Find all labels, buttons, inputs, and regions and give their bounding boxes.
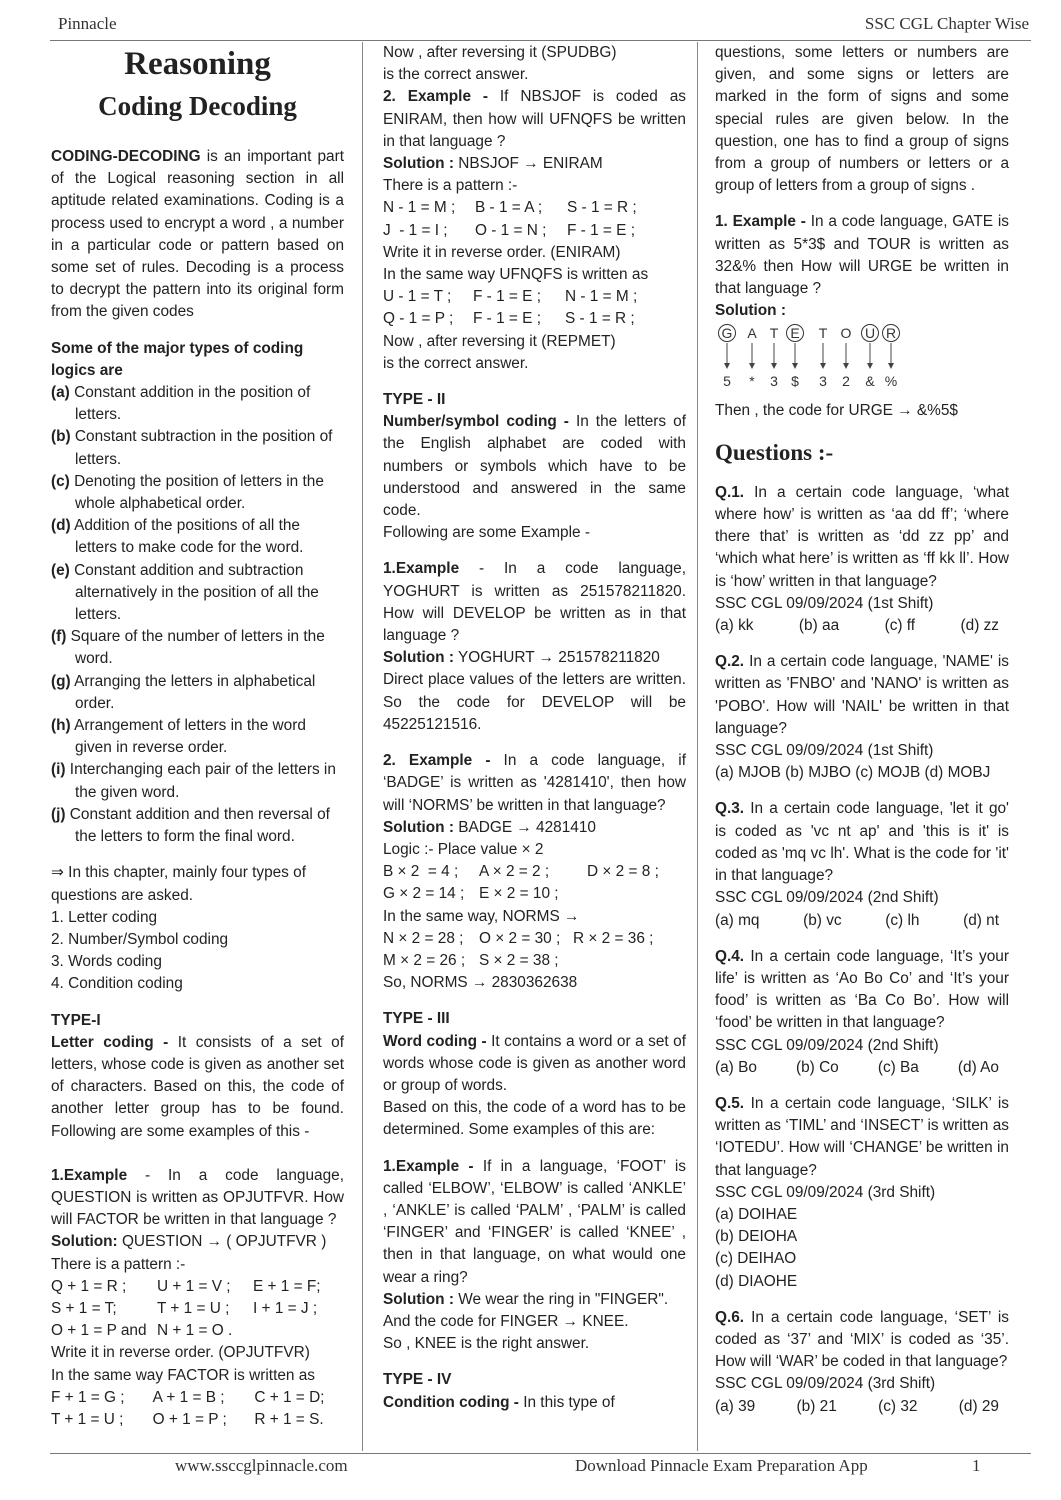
page-title: Reasoning xyxy=(124,46,271,82)
question-number: Q.1. xyxy=(715,483,745,501)
logic-text: Square of the number of letters in the word. xyxy=(66,628,325,668)
correct-line: is the correct answer. xyxy=(383,354,529,372)
question-options xyxy=(715,1396,1009,1418)
reverse-line: Write it in reverse order. (OPJUTFVR) xyxy=(51,1344,310,1362)
pattern-table xyxy=(383,197,686,241)
pattern-cell: O - 1 = N ; xyxy=(475,221,547,239)
arrow-head xyxy=(792,363,798,369)
pattern-row xyxy=(51,1276,344,1298)
pattern-cell: M × 2 = 26 ; xyxy=(383,951,466,969)
logic-text: Arrangement of letters in the word given in reverse order. xyxy=(70,717,306,757)
solution-1: Solution: QUESTION → ( OPJUTFVR ) xyxy=(51,1233,327,1251)
example-6: 1. Example - In a code language, GATE is written as 5*3$ and TOUR is written as 32&% then How will URGE be written in that language ? xyxy=(715,213,1009,298)
gate-letter: G xyxy=(721,325,733,342)
question-text xyxy=(715,946,1009,1035)
logic-item xyxy=(51,560,344,627)
pattern-cell: U - 1 = T ; xyxy=(383,288,452,306)
gate-code: * xyxy=(749,373,755,390)
type2-description: Number/symbol coding - In the letters of the English alphabet are coded with numbers or symbols which have to be understood and answered in the same code. xyxy=(383,413,686,520)
pattern-cell: S - 1 = R ; xyxy=(567,199,637,217)
question-number: Q.4. xyxy=(715,947,745,965)
pattern-cell: A × 2 = 2 ; xyxy=(479,863,550,881)
pattern-cell: N × 2 = 28 ; xyxy=(383,929,464,947)
continuation-line: is the correct answer. xyxy=(383,66,529,84)
arrow-head xyxy=(820,363,826,369)
question-number: Q.2. xyxy=(715,653,745,671)
gate-code: 3 xyxy=(770,373,778,390)
solution-4: Solution : BADGE → 4281410 xyxy=(383,818,596,836)
option: (a) mq xyxy=(715,911,760,929)
logic-marker: (a) xyxy=(51,384,70,402)
direct-line: Direct place values of the letters are written. So the code for DEVELOP will be 45225121516. xyxy=(383,671,686,733)
gate-code: % xyxy=(884,373,898,390)
pattern-cell: T + 1 = U ; xyxy=(51,1410,124,1428)
logic-marker: (c) xyxy=(51,472,70,490)
solution-2: Solution : NBSJOF → ENIRAM xyxy=(383,155,603,173)
pattern-cell: R × 2 = 36 ; xyxy=(573,929,654,947)
gate-letter: T xyxy=(769,325,779,342)
logic-text: Addition of the positions of all the letters to make code for the word. xyxy=(70,517,304,557)
same-way-line: In the same way UFNQFS is written as xyxy=(383,266,649,284)
question-source: SSC CGL 09/09/2024 (3rd Shift) xyxy=(715,1375,936,1393)
page-subtitle: Coding Decoding xyxy=(98,91,297,121)
page-number: 1 xyxy=(972,1456,981,1475)
option: (a) 39 xyxy=(715,1397,756,1415)
logic-item xyxy=(51,715,344,759)
logic-marker: (h) xyxy=(51,717,71,735)
badge-table xyxy=(383,861,686,905)
option: (c) ff xyxy=(884,617,916,635)
gate-code: 5 xyxy=(723,373,731,390)
gate-code: 3 xyxy=(819,373,827,390)
pattern-cell: J - 1 = I ; xyxy=(383,221,448,239)
question-body: In a certain code language, ‘SILK’ is written as ‘TIML’ and ‘INSECT’ is written as ‘IOTEDU’. How will ‘CHANGE’ be written in that language? xyxy=(715,1094,1009,1179)
type3-description: Word coding - It contains a word or a set of words whose code is given as another word or group of words. xyxy=(383,1032,686,1094)
question-source: SSC CGL 09/09/2024 (1st Shift) xyxy=(715,742,934,760)
logic-item xyxy=(51,515,344,559)
example-5: 1.Example - If in a language, ‘FOOT’ is called ‘ELBOW’, ‘ELBOW’ is called ‘ANKLE’ , ‘ANKLE’ is called ‘PALM’ , ‘PALM’ is called ‘FINGER’ and ‘FINGER’ is called ‘KNEE’ , then in that language, on what would one wear a ring? xyxy=(383,1157,686,1286)
question-options xyxy=(715,1057,1009,1079)
logic-text: Constant addition and subtraction alternatively in the position of all the letters. xyxy=(69,561,319,624)
question-body: In a certain code language, ‘It’s your life’ is written as ‘Ao Bo Co’ and ‘It’s your food’ is written as ‘Ba Co Bo’. How will ‘food’ be written in that language? xyxy=(715,947,1009,1032)
header-rule xyxy=(50,40,1031,41)
solution-5: Solution : We wear the ring in "FINGER". xyxy=(383,1290,669,1308)
question-source: SSC CGL 09/09/2024 (2nd Shift) xyxy=(715,1036,939,1054)
question-number: Q.5. xyxy=(715,1094,745,1112)
option: (a) DOIHAE xyxy=(715,1205,798,1223)
example-3: 1.Example - In a code language, YOGHURT is written as 251578211820. How will DEVELOP be written as in that language ? xyxy=(383,560,686,645)
question-text xyxy=(715,1307,1009,1374)
gate-letter: T xyxy=(818,325,828,342)
logic-marker: (j) xyxy=(51,805,66,823)
gate-code: 2 xyxy=(842,373,850,390)
chapter-line: ⇒ In this chapter, mainly four types of questions are asked. xyxy=(51,864,306,904)
pattern-cell: U + 1 = V ; xyxy=(157,1277,231,1295)
pattern-cell: N + 1 = O . xyxy=(157,1322,233,1340)
question-source: SSC CGL 09/09/2024 (1st Shift) xyxy=(715,594,934,612)
following-line: Following are some Example - xyxy=(383,524,590,542)
question-options xyxy=(715,910,1009,932)
arrow-head xyxy=(843,363,849,369)
logic-marker: (d) xyxy=(51,517,71,535)
column-1 xyxy=(51,42,344,1431)
pattern-cell: N - 1 = M ; xyxy=(383,199,456,217)
pattern-cell: B - 1 = A ; xyxy=(475,199,543,217)
pattern-table xyxy=(383,286,686,330)
option: (b) 21 xyxy=(796,1397,837,1415)
option: (c) Ba xyxy=(877,1058,919,1076)
logic-text: Arranging the letters in alphabetical order. xyxy=(70,672,316,712)
type-item: 1. Letter coding xyxy=(51,908,158,926)
option: (a) Bo xyxy=(715,1058,757,1076)
norms-intro: In the same way, NORMS → xyxy=(383,907,580,925)
solution-6: Solution : xyxy=(715,302,786,320)
pattern-row xyxy=(383,861,686,883)
example-4: 2. Example - In a code language, if ‘BADGE’ is written as '4281410', then how will ‘NORMS’ be written in that language? xyxy=(383,752,686,814)
question-number: Q.3. xyxy=(715,800,745,818)
logic-text: Constant subtraction in the position of letters. xyxy=(70,428,333,468)
pattern-cell: N - 1 = M ; xyxy=(565,288,638,306)
column-divider xyxy=(362,42,363,1451)
option: (b) Co xyxy=(795,1058,839,1076)
gate-letter: A xyxy=(747,325,757,342)
pattern-label: There is a pattern :- xyxy=(51,1255,186,1273)
question-options xyxy=(715,615,1009,637)
option: (b) vc xyxy=(803,911,842,929)
questions-list xyxy=(715,482,1009,1432)
then-line: Then , the code for URGE → &%5$ xyxy=(715,401,958,419)
pattern-cell: D × 2 = 8 ; xyxy=(587,863,659,881)
logic-line: Logic :- Place value × 2 xyxy=(383,840,544,858)
logic-text: Interchanging each pair of the letters in the given word. xyxy=(65,761,336,801)
option: (c) 32 xyxy=(878,1397,918,1415)
type1-description: Letter coding - It consists of a set of letters, whose code is given as another set of characters. Based on this, the code of another letter group has to be found. Following are some examples of this - xyxy=(51,1033,344,1140)
question-body: In a certain code language, ‘what where how’ is written as ‘aa dd ff’; ‘where there that’ is written as ‘dd zz pp’ and ‘which what here’ is written as ‘ff kk ll’. How is ‘how’ written in that language? xyxy=(715,483,1009,590)
pattern-row xyxy=(383,308,686,330)
logic-item xyxy=(51,759,344,803)
logic-item xyxy=(51,471,344,515)
question-source: SSC CGL 09/09/2024 (2nd Shift) xyxy=(715,889,939,907)
pattern-cell: C + 1 = D; xyxy=(254,1388,325,1406)
footer-rule xyxy=(50,1453,1031,1454)
logic-text: Constant addition and then reversal of the letters to form the final word. xyxy=(65,805,330,846)
major-types-heading: Some of the major types of coding logics are xyxy=(51,339,304,379)
logic-item xyxy=(51,382,344,426)
option: (d) nt xyxy=(963,911,999,929)
question-options xyxy=(715,1248,1009,1292)
logic-marker: (b) xyxy=(51,428,71,446)
solution-3: Solution : YOGHURT → 251578211820 xyxy=(383,649,660,667)
pattern-cell: Q + 1 = R ; xyxy=(51,1277,127,1295)
logic-item xyxy=(51,426,344,470)
pattern-cell: O + 1 = P ; xyxy=(152,1410,227,1428)
code-line: And the code for FINGER → KNEE. xyxy=(383,1312,629,1330)
pattern-cell xyxy=(253,1320,343,1342)
pattern-cell: O + 1 = P and xyxy=(51,1322,147,1340)
option: (d) Ao xyxy=(957,1058,999,1076)
question-body: In a certain code language, 'NAME' is written as 'FNBO' and 'NANO' is written as 'POBO'. How will 'NAIL' be written in that language? xyxy=(715,653,1009,737)
type-item: 2. Number/Symbol coding xyxy=(51,930,229,948)
types-list xyxy=(51,907,344,996)
same-way-line: In the same way FACTOR is written as xyxy=(51,1366,316,1384)
type-item: 3. Words coding xyxy=(51,953,162,971)
intro-paragraph: CODING-DECODING is an important part of the Logical reasoning section in all aptitude related examinations. Coding is a process used to encrypt a word , a number in a particular code or pattern based on some set of rules. Decoding is a process to decrypt the pattern into its original form from the given codes xyxy=(51,148,344,321)
logic-item xyxy=(51,671,344,715)
pattern-cell: S - 1 = R ; xyxy=(565,310,635,328)
option: (c) DEIHAO xyxy=(715,1250,797,1268)
pattern-cell: E × 2 = 10 ; xyxy=(479,885,559,903)
so-line: So, NORMS → 2830362638 xyxy=(383,974,578,992)
question-number: Q.6. xyxy=(715,1308,745,1326)
pattern-cell xyxy=(573,950,683,972)
column-3 xyxy=(715,42,1009,1432)
type1-heading: TYPE-I xyxy=(51,1011,101,1029)
type4-heading: TYPE - IV xyxy=(383,1371,452,1389)
question-text xyxy=(715,482,1009,593)
type3-heading: TYPE - III xyxy=(383,1010,450,1028)
continuation-paragraph: questions, some letters or numbers are given, and some signs or letters are marked in the form of signs and some special rules are given below. In the question, one has to find a group of signs from a group of numbers or letters or a group of letters from a group of signs . xyxy=(715,44,1009,195)
footer-app: Download Pinnacle Exam Preparation App xyxy=(575,1456,868,1475)
question-text xyxy=(715,1093,1009,1182)
pattern-cell: F + 1 = G ; xyxy=(51,1388,125,1406)
pattern-row xyxy=(51,1387,344,1409)
option: (d) 29 xyxy=(958,1397,999,1415)
logics-list xyxy=(51,382,344,848)
pattern-cell: A + 1 = B ; xyxy=(152,1388,225,1406)
gate-code: & xyxy=(865,373,875,390)
example-1: 1.Example - In a code language, QUESTION is written as OPJUTFVR. How will FACTOR be written in that language ? xyxy=(51,1166,344,1229)
pattern-cell: S × 2 = 38 ; xyxy=(479,951,559,969)
arrow-head xyxy=(749,363,755,369)
pattern-cell: F - 1 = E ; xyxy=(473,310,541,328)
pattern-row xyxy=(51,1409,344,1431)
gate-letter: R xyxy=(885,325,897,342)
logic-marker: (f) xyxy=(51,628,67,646)
gate-letter: O xyxy=(840,325,852,342)
type-item: 4. Condition coding xyxy=(51,975,183,993)
pattern-cell: I + 1 = J ; xyxy=(253,1299,318,1317)
pattern-cell: R + 1 = S. xyxy=(254,1410,324,1428)
pattern-cell: B × 2 = 4 ; xyxy=(383,863,459,881)
based-line: Based on this, the code of a word has to be determined. Some examples of this are: xyxy=(383,1099,686,1139)
logic-text: Denoting the position of letters in the whole alphabetical order. xyxy=(69,472,324,513)
pattern-row xyxy=(383,197,686,219)
column-divider xyxy=(697,42,698,1451)
pattern-cell: G × 2 = 14 ; xyxy=(383,885,465,903)
pattern-cell: Q - 1 = P ; xyxy=(383,310,454,328)
pattern-cell: F - 1 = E ; xyxy=(567,221,635,239)
questions-heading: Questions :- xyxy=(715,439,834,465)
pattern-table xyxy=(51,1276,344,1343)
question-options xyxy=(715,1204,1009,1248)
question-text xyxy=(715,798,1009,887)
question-body: In a certain code language, 'let it go' is coded as 'vc nt ap' and 'this is it' is coded as 'mq vc lh'. What is the code for 'it' in that language? xyxy=(715,800,1009,885)
type4-description: Condition coding - In this type of xyxy=(383,1393,615,1411)
continuation-line: Now , after reversing it (SPUDBG) xyxy=(383,44,617,61)
gate-tour-diagram xyxy=(715,322,915,392)
knee-line: So , KNEE is the right answer. xyxy=(383,1335,590,1353)
pattern-row xyxy=(51,1298,344,1320)
option: (d) zz xyxy=(960,617,999,635)
pattern-cell: O × 2 = 30 ; xyxy=(479,929,561,947)
gate-code: $ xyxy=(791,373,799,390)
question-options: (a) MJOB (b) MJBO (c) MOJB (d) MOBJ xyxy=(715,764,991,782)
option: (a) kk xyxy=(715,617,754,635)
option: (d) DIAOHE xyxy=(715,1272,798,1290)
question-body: In a certain code language, ‘SET’ is coded as ‘37’ and ‘MIX’ is coded as ‘35’. How will ‘WAR’ be coded in that language? xyxy=(715,1308,1009,1371)
column-2 xyxy=(383,42,686,1414)
logic-marker: (g) xyxy=(51,672,71,690)
arrow-head xyxy=(771,363,777,369)
factor-table xyxy=(51,1387,344,1431)
pattern-cell: F - 1 = E ; xyxy=(473,288,541,306)
arrow-head xyxy=(888,363,894,369)
arrow-head xyxy=(724,363,730,369)
option: (b) aa xyxy=(798,617,840,635)
question-source: SSC CGL 09/09/2024 (3rd Shift) xyxy=(715,1183,936,1201)
gate-letter: U xyxy=(864,325,876,342)
arrow-head xyxy=(867,363,873,369)
pattern-row xyxy=(383,286,686,308)
pattern-row xyxy=(383,950,686,972)
pattern-row xyxy=(383,883,686,905)
pattern-cell: S + 1 = T; xyxy=(51,1299,117,1317)
option: (b) DEIOHA xyxy=(715,1228,798,1246)
type2-heading: TYPE - II xyxy=(383,391,446,409)
pattern-label: There is a pattern :- xyxy=(383,177,518,195)
footer-website: www.ssccglpinnacle.com xyxy=(175,1456,348,1475)
header-series: SSC CGL Chapter Wise xyxy=(864,14,1029,33)
now-line: Now , after reversing it (REPMET) xyxy=(383,332,616,350)
option: (c) lh xyxy=(885,911,920,929)
pattern-row xyxy=(383,928,686,950)
pattern-row xyxy=(383,220,686,242)
logic-item xyxy=(51,804,344,848)
example-2: 2. Example - If NBSJOF is coded as ENIRAM, then how will UFNQFS be written in that language ? xyxy=(383,88,686,150)
logic-marker: (e) xyxy=(51,561,70,579)
reverse-line: Write it in reverse order. (ENIRAM) xyxy=(383,243,621,261)
logic-marker: (i) xyxy=(51,761,66,779)
pattern-cell: T + 1 = U ; xyxy=(157,1299,230,1317)
pattern-cell: E + 1 = F; xyxy=(253,1277,321,1295)
logic-item xyxy=(51,626,344,670)
question-text xyxy=(715,651,1009,740)
pattern-row xyxy=(51,1320,344,1342)
header-brand: Pinnacle xyxy=(58,14,117,33)
gate-letter: E xyxy=(790,325,800,342)
norms-table xyxy=(383,928,686,972)
logic-text: Constant addition in the position of letters. xyxy=(69,384,311,424)
pattern-cell xyxy=(587,883,677,905)
